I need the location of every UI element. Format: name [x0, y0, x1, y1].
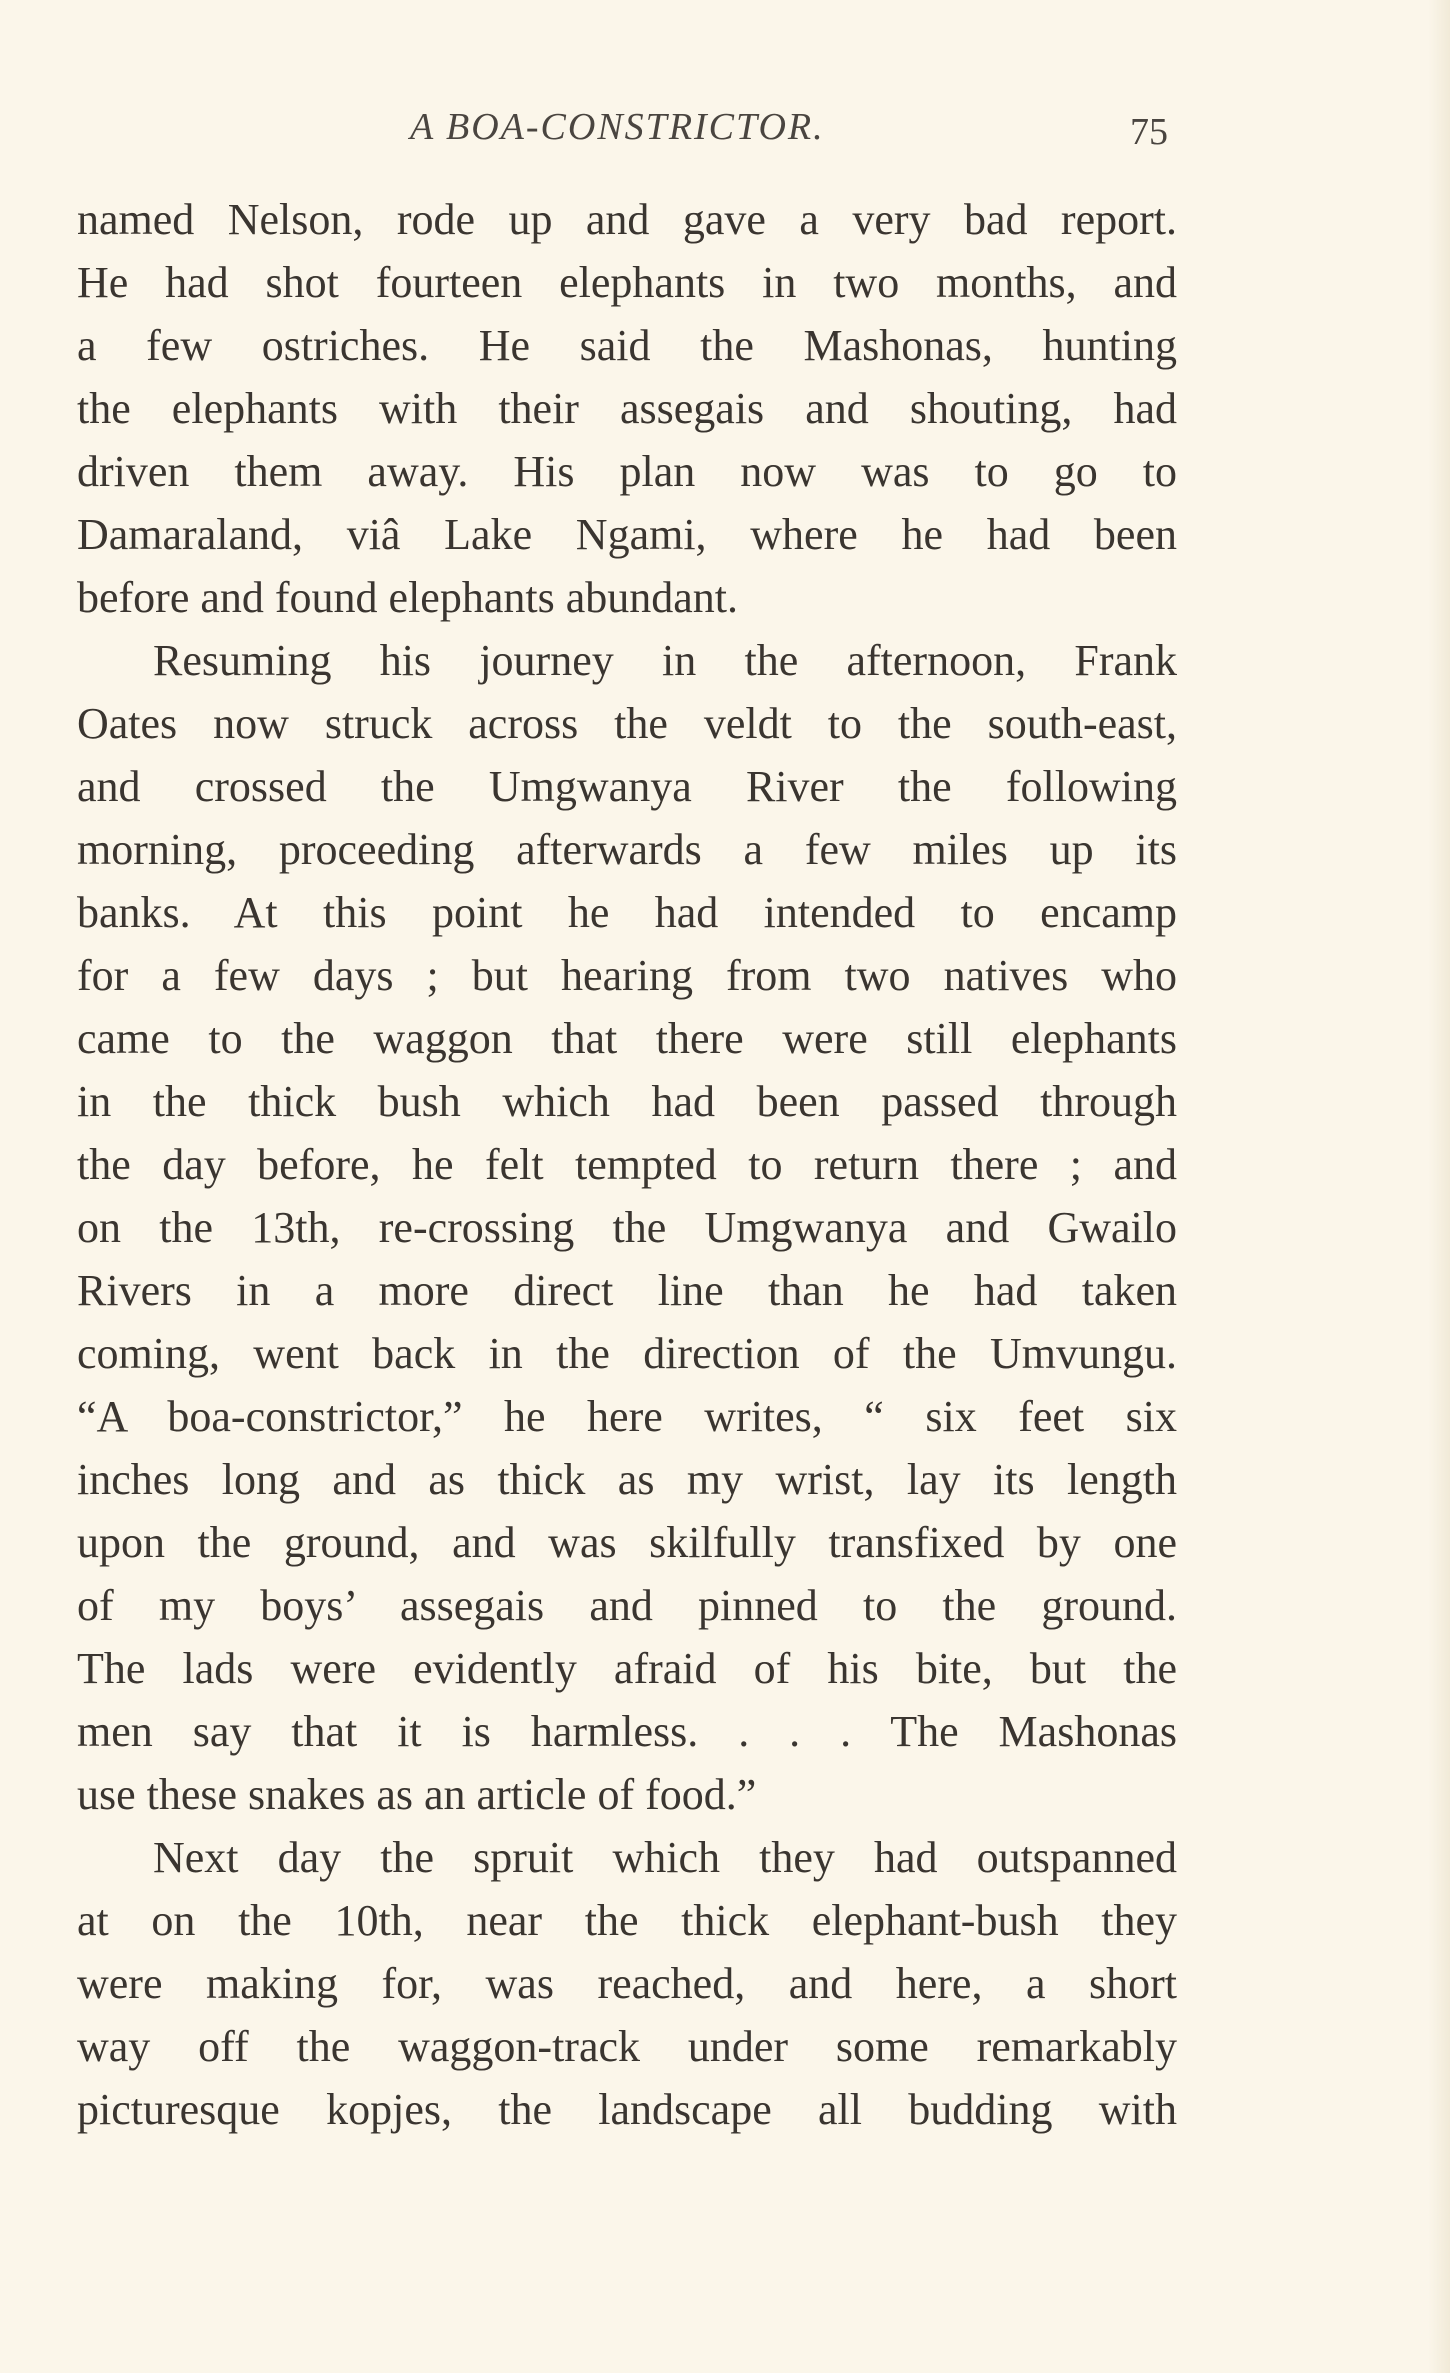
text-line: and crossed the Umgwanya River the following: [77, 762, 1177, 811]
running-title: A BOA-CONSTRICTOR.: [410, 106, 825, 148]
text-line: the day before, he felt tempted to return there ; and: [77, 1140, 1177, 1189]
body-text: [77, 188, 1177, 2141]
text-line: The lads were evidently afraid of his bite, but the: [77, 1644, 1177, 1693]
page-number: 75: [1130, 111, 1168, 153]
text-line: banks. At this point he had intended to encamp: [77, 888, 1177, 937]
text-line: “A boa-constrictor,” he here writes, “ six feet six: [77, 1392, 1177, 1441]
text-line: Oates now struck across the veldt to the south-east,: [77, 699, 1177, 748]
text-line: for a few days ; but hearing from two natives who: [77, 951, 1177, 1000]
text-line: in the thick bush which had been passed through: [77, 1077, 1177, 1126]
text-line: at on the 10th, near the thick elephant-bush they: [77, 1896, 1177, 1945]
text-line: morning, proceeding afterwards a few miles up its: [77, 825, 1177, 874]
paragraph-start-line: Resuming his journey in the afternoon, Frank: [153, 636, 1177, 685]
text-line: upon the ground, and was skilfully transfixed by one: [77, 1518, 1177, 1567]
text-line: the elephants with their assegais and shouting, had: [77, 384, 1177, 433]
text-line: came to the waggon that there were still elephants: [77, 1014, 1177, 1063]
text-line: a few ostriches. He said the Mashonas, hunting: [77, 321, 1177, 370]
text-line: Rivers in a more direct line than he had taken: [77, 1266, 1177, 1315]
page-edge: [1428, 0, 1450, 2373]
text-line: of my boys’ assegais and pinned to the ground.: [77, 1581, 1177, 1630]
paragraph-start-line: Next day the spruit which they had outspanned: [153, 1833, 1177, 1882]
text-line: picturesque kopjes, the landscape all budding with: [77, 2085, 1177, 2134]
text-line: men say that it is harmless. . . . The Mashonas: [77, 1707, 1177, 1756]
text-line: use these snakes as an article of food.”: [77, 1770, 757, 1819]
text-line: were making for, was reached, and here, a short: [77, 1959, 1177, 2008]
text-line: on the 13th, re-crossing the Umgwanya and Gwailo: [77, 1203, 1177, 1252]
text-line: He had shot fourteen elephants in two months, and: [77, 258, 1177, 307]
text-line: way off the waggon-track under some remarkably: [77, 2022, 1177, 2071]
text-line: driven them away. His plan now was to go to: [77, 447, 1177, 496]
text-line: inches long and as thick as my wrist, lay its length: [77, 1455, 1177, 1504]
text-line: coming, went back in the direction of the Umvungu.: [77, 1329, 1177, 1378]
text-line: before and found elephants abundant.: [77, 573, 738, 622]
text-line: Damaraland, viâ Lake Ngami, where he had been: [77, 510, 1177, 559]
text-line: named Nelson, rode up and gave a very bad report.: [77, 195, 1177, 244]
